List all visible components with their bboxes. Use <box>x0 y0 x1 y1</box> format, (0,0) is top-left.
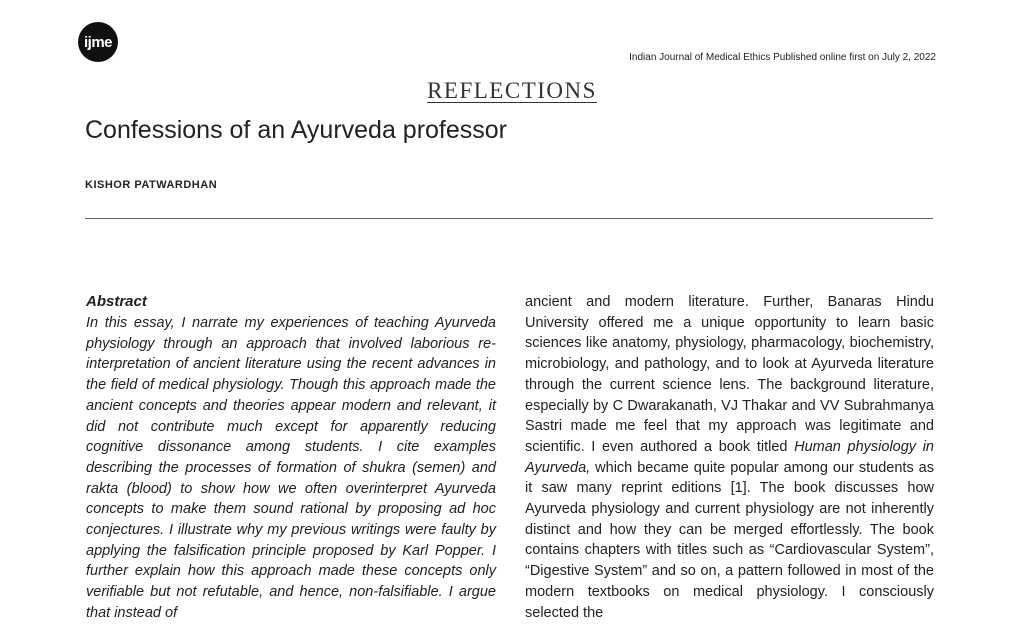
abstract-heading: Abstract <box>86 293 147 310</box>
body-column <box>525 292 934 623</box>
abstract-column <box>86 293 496 624</box>
header-divider <box>85 218 933 219</box>
body-text-part2: which became quite popular among our students as it saw many reprint editions [1]. The book discusses how Ayurveda physiology and current physiology are not inherently distinct and how they can be merged effortlessly. The book contains chapters with titles such as “Cardiovascular System”, “Digestive System” and so on, a pattern followed in most of the modern textbooks on medical physiology. I consciously selected the <box>525 459 934 621</box>
journal-info: Indian Journal of Medical Ethics Published online first on July 2, 2022 <box>629 52 936 63</box>
section-label-text: REFLECTIONS <box>427 78 597 103</box>
author-name: KISHOR PATWARDHAN <box>85 179 218 191</box>
article-title: Confessions of an Ayurveda professor <box>85 116 508 144</box>
body-paragraph <box>525 292 934 623</box>
body-text-part1: ancient and modern literature. Further, Banaras Hindu University offered me a unique opportunity to learn basic sciences like anatomy, physiology, pharmacology, biochemistry, microbiology, and pathology, and to look at Ayurveda literature through the current science lens. The background literature, especially by C Dwarakanath, VJ Thakar and VV Subrahmanya Sastri made me feel that my approach was legitimate and scientific. I even authored a book titled <box>525 294 934 455</box>
journal-logo: ijme <box>78 22 118 62</box>
abstract-text: In this essay, I narrate my experiences of teaching Ayurveda physiology through an approach that involved laborious re-interpretation of ancient literature using the recent advances in the field of medical physiology. Though this approach made the ancient concepts and theories appear modern and relevant, it did not contribute much except for apparently reducing cognitive dissonance among students. I cite examples describing the processes of formation of shukra (semen) and rakta (blood) to show how we often overinterpret Ayurveda concepts to make them sound rational by proposing ad hoc conjectures. I illustrate why my previous writings were faulty by applying the falsification principle proposed by Karl Popper. I further explain how this approach made these concepts only verifiable but not refutable, and hence, non-falsifiable. I argue that instead of <box>86 315 496 621</box>
section-label <box>0 78 1024 104</box>
book-title: Human physiology in Ayurveda, <box>525 438 934 476</box>
